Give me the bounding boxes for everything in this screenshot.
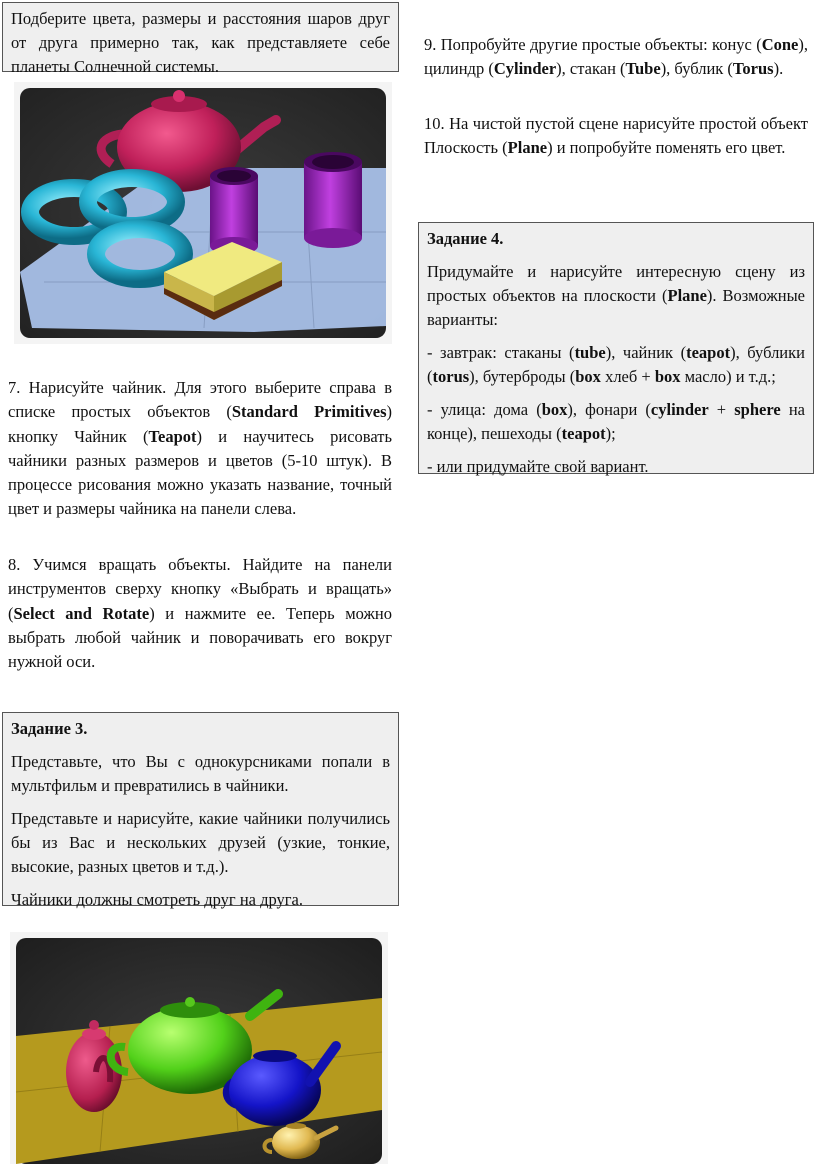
step-9-text-5: ). <box>773 59 784 78</box>
step-9-bold-tube: Tube <box>625 59 661 78</box>
task-4-paragraph-street: - улица: дома (box), фонари (cylinder + sphere на конце), пешеходы (teapot); <box>427 400 805 443</box>
step-7-text-3: ) и научитесь рисовать чайники разных размеров и цветов (5-10 штук). В процессе рисования можно указать название, точный цвет и размеры чайника на панели слева. <box>8 426 393 519</box>
step-8-text-1: 8. Учимся вращать объекты. Найдите на панели инструментов сверху кнопку «Выбрать и вращать» ( <box>8 555 392 623</box>
step-7-text-1: 7. Нарисуйте чайник. Для этого выберите справа в списке простых объектов ( <box>8 378 392 422</box>
task-4-box <box>418 222 814 474</box>
step-9-bold-torus: Torus <box>732 59 774 78</box>
task-3-paragraph-2: Представьте и нарисуйте, какие чайники получились бы из Вас и нескольких друзей (узкие, тонкие, высокие, разных цветов и т.д.). <box>11 809 390 876</box>
task-4-paragraph-breakfast: - завтрак: стаканы (tube), чайник (teapot), бублики (torus), бутерброды (box хлеб + box масло) и т.д.; <box>427 343 805 386</box>
step-8-paragraph <box>8 553 392 674</box>
intro-note-text: Подберите цвета, размеры и расстояния шаров друг от друга примерно так, как представляете себе планеты Солнечной системы. <box>11 9 390 76</box>
render-breakfast-scene <box>14 82 392 344</box>
step-8-text-2: ) и нажмите ее. Теперь можно выбрать любой чайник и поворачивать его вокруг нужной оси. <box>8 603 393 672</box>
task-4-paragraph-1: Придумайте и нарисуйте интересную сцену из простых объектов на плоскости (Plane). Возможные варианты: <box>427 262 805 329</box>
task-3-box <box>2 712 399 909</box>
step-10-bold-plane: Plane <box>507 138 548 157</box>
step-9-text-4: ), бублик ( <box>660 59 733 78</box>
render-teapots-image <box>10 932 388 1164</box>
task-4-paragraph-own-variant: - или придумайте свой вариант. <box>427 457 649 476</box>
step-9-bold-cone: Cone <box>761 35 799 54</box>
step-9-text-1: 9. Попробуйте другие простые объекты: конус ( <box>424 35 762 54</box>
step-7-paragraph <box>8 376 392 522</box>
step-9-text-3: ), стакан ( <box>556 59 626 78</box>
task-3-paragraph-1: Представьте, что Вы с однокурсниками попали в мультфильм и превратились в чайники. <box>11 752 390 795</box>
step-8-bold-select-and-rotate: Select and Rotate <box>13 603 150 623</box>
task-4-title: Задание 4. <box>427 229 504 248</box>
step-7-text-2: ) кнопку Чайник ( <box>8 402 392 446</box>
render-teapots-scene <box>10 932 388 1164</box>
step-10-paragraph <box>424 112 808 160</box>
task-3-paragraph-3: Чайники должны смотреть друг на друга. <box>11 890 303 909</box>
step-9-text-2: ), цилиндр ( <box>424 35 808 78</box>
step-7-bold-standard-primitives: Standard Primitives <box>231 402 387 422</box>
task-3-title: Задание 3. <box>11 719 88 738</box>
intro-note-box <box>2 2 399 76</box>
render-breakfast-image <box>14 82 392 344</box>
step-10-text-1: 10. На чистой пустой сцене нарисуйте простой объект Плоскость ( <box>424 114 808 157</box>
step-7-bold-teapot: Teapot <box>148 426 197 446</box>
step-9-bold-cylinder: Cylinder <box>493 59 557 78</box>
step-9-paragraph <box>424 33 808 81</box>
step-10-text-2: ) и попробуйте поменять его цвет. <box>547 138 786 157</box>
